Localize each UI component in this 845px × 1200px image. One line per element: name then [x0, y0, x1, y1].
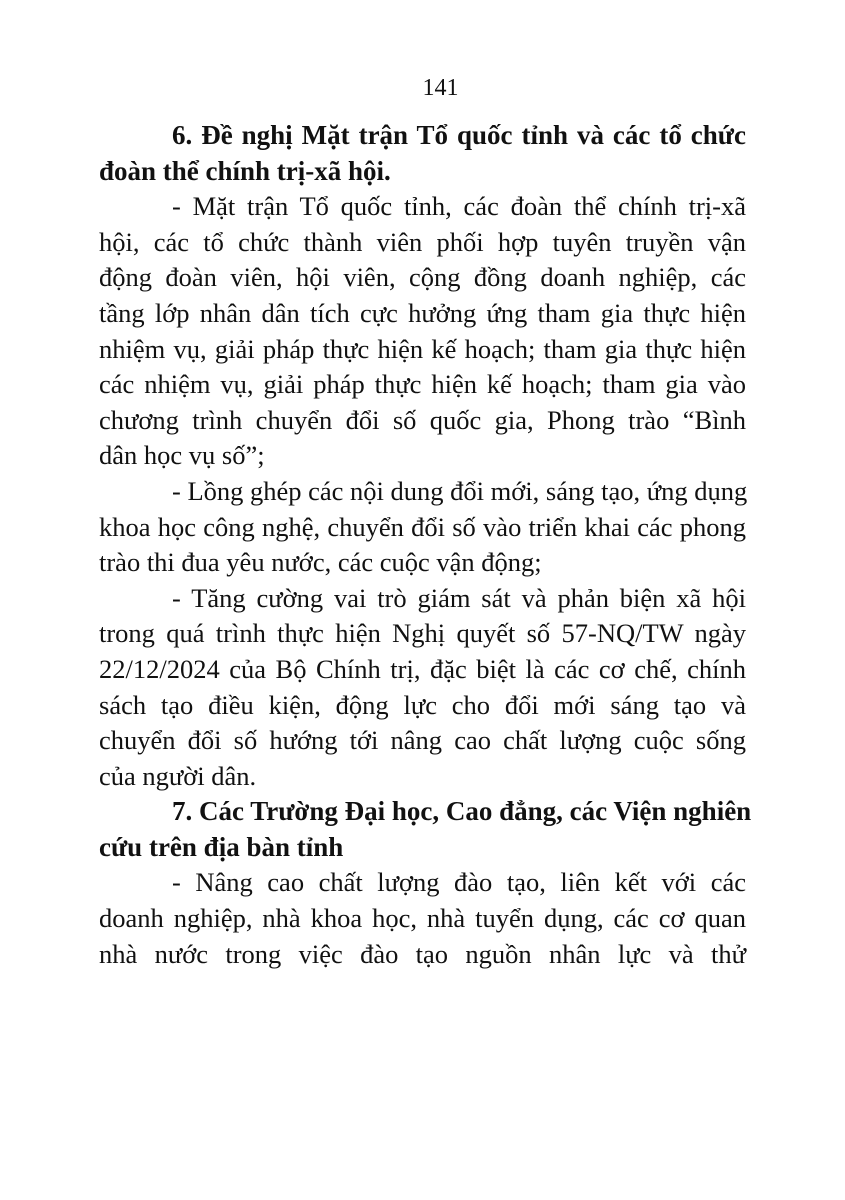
text-line: chương trình chuyển đổi số quốc gia, Phong trào “Bình: [99, 404, 746, 435]
text-line: các nhiệm vụ, giải pháp thực hiện kế hoạch; tham gia vào: [99, 369, 746, 400]
text-line: 22/12/2024 của Bộ Chính trị, đặc biệt là các cơ chế, chính: [99, 653, 746, 684]
paragraph: [99, 474, 746, 581]
text-line: - Tăng cường vai trò giám sát và phản biện xã hội: [172, 582, 746, 613]
paragraph: [99, 581, 746, 795]
page-number: 141: [422, 75, 459, 101]
paragraph: [99, 189, 746, 474]
text-line: tầng lớp nhân dân tích cực hưởng ứng tham gia thực hiện: [99, 297, 746, 328]
text-line: doanh nghiệp, nhà khoa học, nhà tuyển dụng, các cơ quan: [99, 903, 746, 934]
section-heading-line: 6. Đề nghị Mặt trận Tổ quốc tỉnh và các tổ chức: [172, 120, 746, 150]
text-line: sách tạo điều kiện, động lực cho đổi mới sáng tạo và: [99, 689, 746, 720]
section-heading-line: cứu trên địa bàn tỉnh: [99, 831, 344, 862]
text-line: của người dân.: [99, 760, 257, 791]
text-line: - Lồng ghép các nội dung đổi mới, sáng tạo, ứng dụng: [172, 475, 748, 506]
text-line: hội, các tổ chức thành viên phối hợp tuyên truyền vận: [99, 226, 746, 257]
text-line: dân học vụ số”;: [99, 440, 265, 471]
text-line: nhiệm vụ, giải pháp thực hiện kế hoạch; tham gia thực hiện: [99, 333, 746, 364]
text-line: - Nâng cao chất lượng đào tạo, liên kết với các: [172, 867, 746, 898]
text-line: - Mặt trận Tổ quốc tỉnh, các đoàn thể chính trị-xã: [172, 191, 746, 222]
text-line: động đoàn viên, hội viên, cộng đồng doanh nghiệp, các: [99, 262, 746, 293]
text-line: trong quá trình thực hiện Nghị quyết số 57-NQ/TW ngày: [99, 618, 746, 649]
document-body: [99, 118, 752, 972]
section-7: [99, 794, 752, 972]
section-6: [99, 118, 746, 794]
text-line: nhà nước trong việc đào tạo nguồn nhân lực và thử: [99, 938, 746, 969]
paragraph: [99, 865, 746, 972]
text-line: trào thi đua yêu nước, các cuộc vận động;: [99, 547, 542, 578]
text-line: khoa học công nghệ, chuyển đổi số vào triển khai các phong: [99, 511, 746, 542]
section-heading-line: đoàn thể chính trị-xã hội.: [99, 155, 391, 186]
text-line: chuyển đổi số hướng tới nâng cao chất lượng cuộc sống: [99, 725, 746, 756]
section-heading-line: 7. Các Trường Đại học, Cao đẳng, các Viện nghiên: [172, 796, 752, 827]
